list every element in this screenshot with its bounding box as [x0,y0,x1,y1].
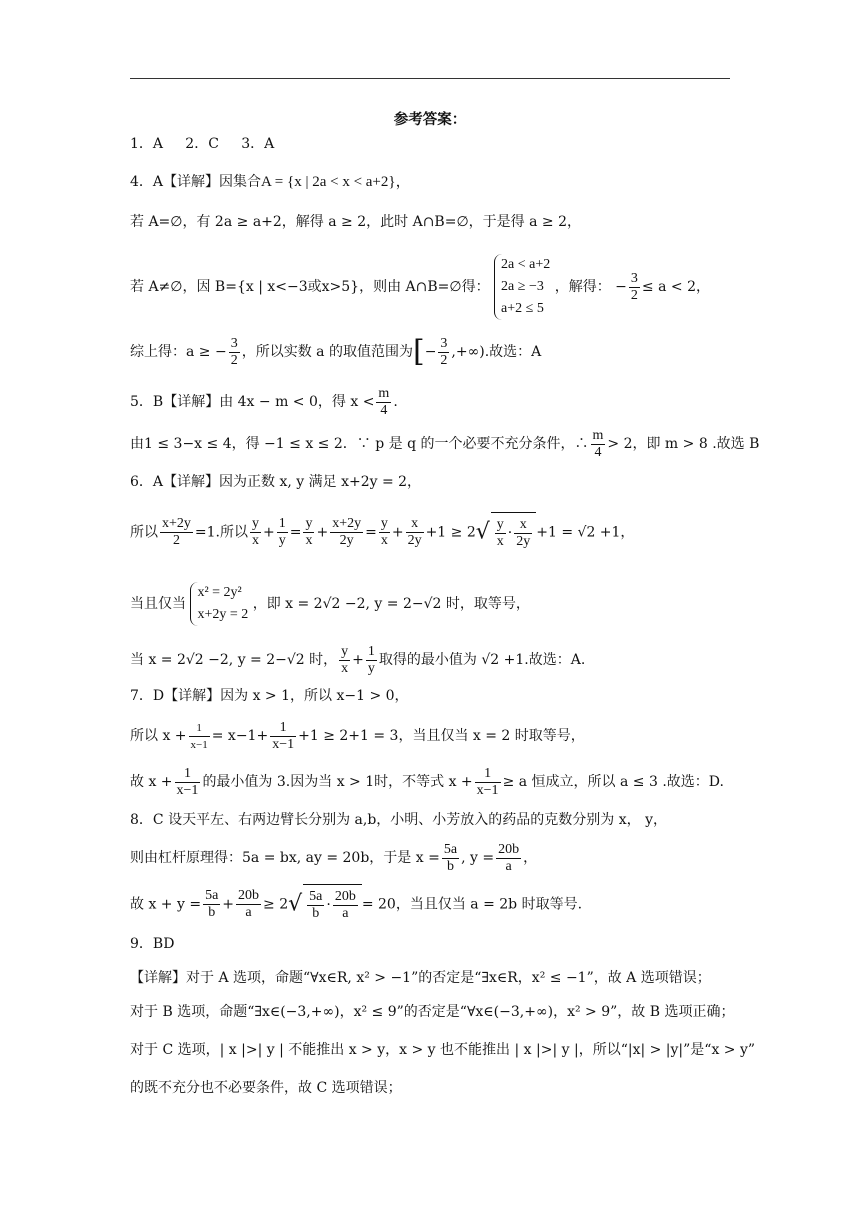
q4-line-3: 若 A≠∅，因 B={x | x<−3或x>5}，则由 A∩B=∅得： 2a < a+2 2a ≥ −3 a+2 ≤ 5 ，解得： − $\frac{3}{2}$ ≤ a < 2， [130,254,740,320]
q6-line-1: 6．A【详解】因为正数 x, y 满足 x+2y = 2， [130,474,422,490]
q7-line-1: 7．D【详解】因为 x > 1，所以 x−1 > 0， [130,688,409,704]
q9-line-1: 9．BD [130,936,175,952]
answer-1-3: 1．A 2．C 3．A [130,136,275,152]
q4-line-1: 4．A【详解】因集合A = {x | 2a < x < a+2}， [130,174,411,190]
q4-line-2: 若 A=∅，有 2a ≥ a+2，解得 a ≥ 2，此时 A∩B=∅，于是得 a ≥ 2， [130,214,581,230]
q6-line-3: 当且仅当 x² = 2y² x+2y = 2 ，即 x = 2√2 −2, y = 2−√2 时，取等号， [130,582,740,626]
q7-line-2: 所以 x + $\frac{1}{x-1}$ = x−1+ $\frac{1}{x-1}$ +1 ≥ 2+1 = 3，当且仅当 x = 2 时取等号， [130,719,585,752]
q4-system: 2a < a+2 2a ≥ −3 a+2 ≤ 5 [494,254,550,320]
q6-line-2: 所以 $\frac{x+2y}{2}$ =1.所以 $\frac{y}{x}$ + $\frac{1}{y}$ = $\frac{y}{x}$ + $\frac{x+2y}{2y}$ = $\frac{y}{x}$ + $\frac{x}{2y}$ +1 ≥ 2√ $\frac{y}{x}$ · $\frac{x}{2y}$ +1 = √2 +1， [130,512,740,553]
q8-line-2: 则由杠杆原理得：5a = bx, ay = 20b，于是 x = $\frac{5a}{b}$ , y = $\frac{20b}{a}$ ， [130,841,538,874]
q9-line-4: 对于 C 选项，| x |>| y | 不能推出 x > y，x > y 也不能推出 | x |>| y |，所以“|x| > |y|”是“x > y” [130,1042,756,1058]
header-divider [130,78,730,79]
q6-line-4: 当 x = 2√2 −2, y = 2−√2 时， $\frac{y}{x}$ + $\frac{1}{y}$ 取得的最小值为 √2 +1.故选：A. [130,643,586,676]
fraction: $\frac{3}{2}$ [630,270,638,303]
q9-line-3: 对于 B 选项，命题“∃x∈(−3,+∞)，x² ≤ 9”的否定是“∀x∈(−3,+∞)，x² > 9”，故 B 选项正确； [130,1004,735,1020]
q9-line-5: 的既不充分也不必要条件，故 C 选项错误； [130,1080,402,1096]
q4-line-4: 综上得：a ≥ − $\frac{3}{2}$ ，所以实数 a 的取值范围为[− $\frac{3}{2}$ ,+∞).故选：A [130,334,542,369]
q8-line-3: 故 x + y = $\frac{5a}{b}$ + $\frac{20b}{a}$ ≥ 2√ $\frac{5a}{b}$ · $\frac{20b}{a}$ = 20，当且仅当 a = 2b 时取等号. [130,884,740,925]
q9-line-2: 【详解】对于 A 选项，命题“∀x∈R, x² > −1”的否定是“∃x∈R，x² ≤ −1”，故 A 选项错误； [130,970,711,986]
q8-line-1: 8．C 设天平左、右两边臂长分别为 a,b，小明、小芳放入的药品的克数分别为 x， y， [130,812,667,828]
q5-line-1: 5．B【详解】由 4x − m < 0，得 x < $\frac{m}{4}$ . [130,385,398,418]
q7-line-3: 故 x + $\frac{1}{x-1}$ 的最小值为 3.因为当 x > 1时，不等式 x + $\frac{1}{x-1}$ ≥ a 恒成立，所以 a ≤ 3 .故选：D. [130,765,724,798]
page-title: 参考答案： [393,111,467,128]
q5-line-2: 由1 ≤ 3−x ≤ 4，得 −1 ≤ x ≤ 2．∵ p 是 q 的一个必要不充分条件，∴ $\frac{m}{4}$ > 2，即 m > 8 .故选 B [130,427,760,460]
